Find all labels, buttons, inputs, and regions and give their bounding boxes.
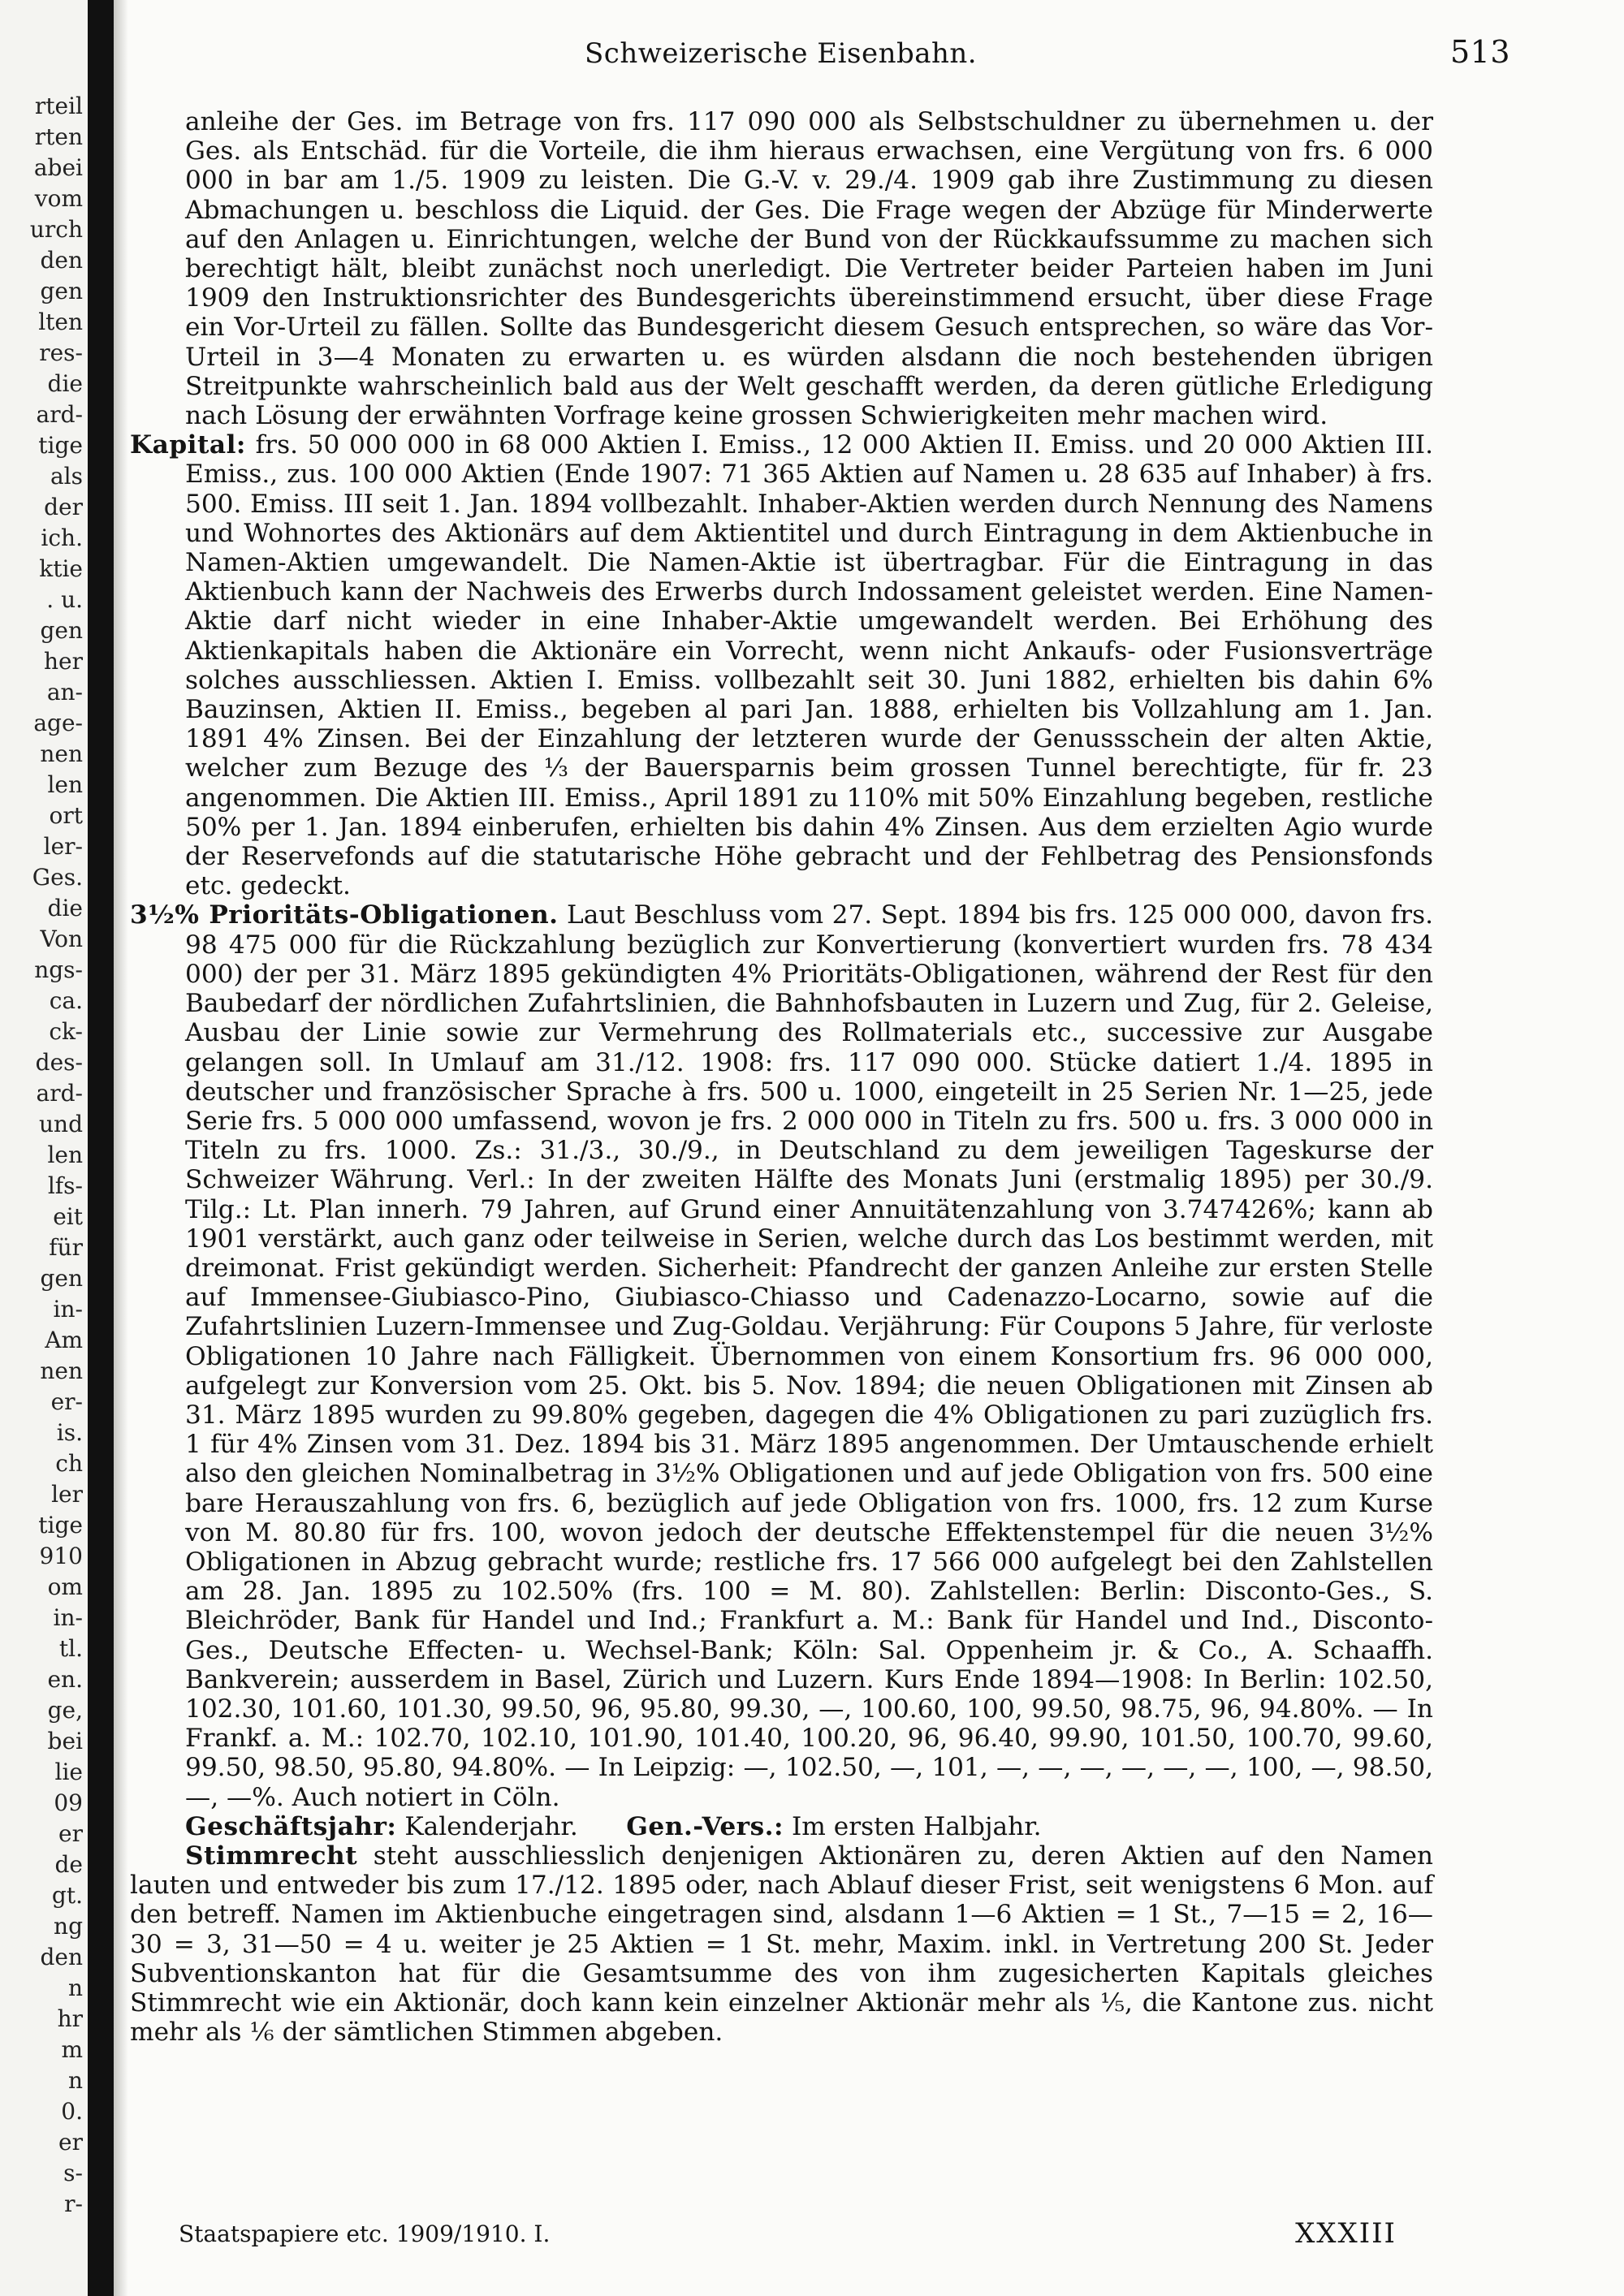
left-page-fragment: gen: [40, 278, 83, 304]
left-page-fragment: hr: [57, 2005, 83, 2032]
left-page-fragment: bei: [47, 1728, 83, 1754]
left-page-fragment: om: [47, 1573, 83, 1600]
left-page-fragment: is.: [56, 1419, 83, 1446]
left-page-fragment: tige: [38, 1512, 83, 1539]
left-page-fragment: gen: [40, 617, 83, 644]
left-page-fragment: r-: [64, 2190, 83, 2217]
left-page-fragment: ck-: [49, 1018, 83, 1045]
left-page-fragment: vom: [34, 185, 83, 212]
facing-page-edge: [0, 0, 88, 2296]
left-page-fragment: her: [44, 648, 83, 675]
paragraph-geschaeftsjahr: [130, 1812, 1433, 1841]
left-page-fragment: die: [47, 370, 83, 397]
left-page-fragment: de: [54, 1851, 83, 1878]
page-number: 513: [1449, 34, 1510, 70]
left-page-fragment: für: [49, 1234, 83, 1261]
left-page-fragment: nen: [40, 740, 83, 767]
left-page-fragment: 910: [39, 1543, 83, 1569]
left-page-fragment: n: [67, 1974, 83, 2001]
left-page-fragment: Ges.: [32, 864, 83, 891]
page-footer: [179, 2217, 1397, 2253]
left-page-fragment: rten: [34, 123, 83, 150]
obligationen-text: Laut Beschluss vom 27. Sept. 1894 bis frs. 125 000 000, davon frs. 98 475 000 für die Rückzahlung bezüglich zur Konvertierung (konvertiert wurden frs. 78 434 000) der per 31. März 1895 gekündigten 4% Prioritäts-Obligationen, während der Rest für den Baubedarf der nördlichen Zufahrtslinien, die Bahnhofsbauten in Luzern und Zug, für 2. Geleise, Ausbau der Linie sowie zur Vermehrung des Rollmaterials etc., successive zur Ausgabe gelangen soll. In Umlauf am 31./12. 1908: frs. 117 090 000. Stücke datiert 1./4. 1895 in deutscher und französischer Sprache à frs. 500 u. 1000, eingeteilt in 25 Serien Nr. 1—25, jede Serie frs. 5 000 000 umfassend, wovon je frs. 2 000 000 in Titeln zu frs. 500 u. frs. 3 000 000 in Titeln zu frs. 1000. Zs.: 31./3., 30./9., in Deutschland zu dem jeweiligen Tageskurse der Schweizer Währung. Verl.: In der zweiten Hälfte des Monats Juni (erstmalig 1895) per 30./9. Tilg.: Lt. Plan innerh. 79 Jahren, auf Grund einer Annuitätenzahlung von 3.747426%; kann ab 1901 verstärkt, auch ganz oder teilweise in Serien, welche durch das Los bestimmt werden, mit dreimonat. Frist gekündigt werden. Sicherheit: Pfandrecht der ganzen Anleihe zur ersten Stelle auf Immensee-Giubiasco-Pino, Giubiasco-Chiasso und Cadenazzo-Locarno, sowie auf die Zufahrtslinien Luzern-Immensee und Zug-Goldau. Verjährung: Für Coupons 5 Jahre, für verloste Obligationen 10 Jahre nach Fälligkeit. Übernommen von einem Konsortium frs. 96 000 000, aufgelegt zur Konversion vom 25. Okt. bis 5. Nov. 1894; die neuen Obligationen mit Zinsen ab 31. März 1895 wurden zu 99.80% gegeben, dagegen die 4% Obligationen zu pari zuzüglich frs. 1 für 4% Zinsen vom 31. Dez. 1894 bis 31. März 1895 angenommen. Der Umtauschende erhielt also den gleichen Nominalbetrag in 3½% Obligationen und auf jede Obligation von frs. 500 eine bare Herauszahlung von frs. 6, bezüglich auf jede Obligation von frs. 1000, frs. 12 zum Kurse von M. 80.80 für frs. 100, wovon jedoch der deutsche Effektenstempel für die neuen 3½% Obligationen in Abzug gebracht wurde; restliche frs. 17 566 000 aufgelegt bei den Zahlstellen am 28. Jan. 1895 zu 102.50% (frs. 100 = M. 80). Zahlstellen: Berlin: Disconto-Ges., S. Bleichröder, Bank für Handel und Ind.; Frankfurt a. M.: Bank für Handel und Ind., Disconto-Ges., Deutsche Effecten- u. Wechsel-Bank; Köln: Sal. Oppenheim jr. & Co., A. Schaaffh. Bankverein; ausserdem in Basel, Zürich und Luzern. Kurs Ende 1894—1908: In Berlin: 102.50, 102.30, 101.60, 101.30, 99.50, 96, 95.80, 99.30, —, 100.60, 100, 99.50, 98.75, 96, 94.80%. — In Frankf. a. M.: 102.70, 102.10, 101.90, 101.40, 100.20, 96, 96.40, 99.90, 101.50, 100.70, 99.60, 99.50, 98.50, 95.80, 94.80%. — In Leipzig: —, 102.50, —, 101, —, —, —, —, —, —, 100, —, 98.50, —, —%. Auch notiert in Cöln.: [185, 900, 1433, 1812]
left-page-fragment: als: [50, 463, 83, 490]
left-page-fragment: len: [47, 771, 83, 798]
left-page-fragment: in-: [53, 1296, 83, 1323]
left-page-fragment: res-: [39, 339, 83, 366]
left-page-fragment: er: [58, 1820, 83, 1847]
text-body: [130, 107, 1433, 2047]
left-page-fragment: ngs-: [34, 956, 83, 983]
left-page-fragment: der: [44, 494, 83, 520]
left-page-fragment: n: [67, 2067, 83, 2094]
page-title: Schweizerische Eisenbahn.: [585, 37, 978, 70]
geschaeftsjahr-label: Geschäftsjahr:: [185, 1811, 397, 1841]
left-page-fragment: rteil: [34, 93, 83, 119]
left-page-fragment: an-: [46, 679, 83, 706]
left-page-fragment: er-: [50, 1388, 83, 1415]
geschaeftsjahr-text: Kalenderjahr.: [404, 1811, 578, 1841]
obligationen-label: 3½% Prioritäts-Obligationen.: [130, 900, 559, 930]
left-page-fragment: tige: [38, 432, 83, 459]
left-page-fragment: en.: [47, 1666, 83, 1693]
gen-vers-label: Gen.-Vers.:: [626, 1811, 784, 1841]
left-page-fragment: Am: [45, 1327, 83, 1353]
stimmrecht-label: Stimmrecht: [185, 1841, 358, 1871]
gutter-shadow: [114, 0, 128, 2296]
kapital-text: frs. 50 000 000 in 68 000 Aktien I. Emiss., 12 000 Aktien II. Emiss. und 20 000 Aktien III. Emiss., zus. 100 000 Aktien (Ende 1907: 71 365 Aktien auf Namen u. 28 635 auf Inhaber) à frs. 500. Emiss. III seit 1. Jan. 1894 vollbezahlt. Inhaber-Aktien werden durch Nennung des Namens und Wohnortes des Aktionärs auf dem Aktientitel und durch Eintragung in dem Aktienbuche in Namen-Aktien umgewandelt. Die Namen-Aktie ist übertragbar. Für die Eintragung in das Aktienbuch kann der Nachweis des Erwerbs durch Indossament geleistet werden. Eine Namen-Aktie darf nicht wieder in eine Inhaber-Aktie umgewandelt werden. Bei Erhöhung des Aktienkapitals haben die Aktionäre ein Vorrecht, wenn nicht Ankaufs- oder Fusionsverträge solches ausschliessen. Aktien I. Emiss. vollbezahlt seit 30. Juni 1882, erhielten bis dahin 6% Bauzinsen, Aktien II. Emiss., begeben al pari Jan. 1888, erhielten bis Vollzahlung am 1. Jan. 1891 4% Zinsen. Bei der Einzahlung der letzteren wurde der Genussschein der alten Aktie, welcher zum Bezuge des ⅓ der Bauersparnis beim grossen Tunnel berechtigte, für fr. 23 angenommen. Die Aktien III. Emiss., April 1891 zu 110% mit 50% Einzahlung begeben, restliche 50% per 1. Jan. 1894 einberufen, erhielten bis dahin 4% Zinsen. Aus dem erzielten Agio wurde der Reservefonds auf die statutarische Höhe gebracht und der Fehlbetrag des Pensionsfonds etc. gedeckt.: [185, 430, 1433, 901]
left-page-fragment: gen: [40, 1265, 83, 1292]
left-page-fragment: tl.: [58, 1635, 83, 1662]
paragraph-obligationen: [130, 900, 1433, 1811]
left-page-fragment: s-: [63, 2160, 83, 2186]
kapital-label: Kapital:: [130, 430, 246, 460]
left-page-fragment: gt.: [51, 1882, 83, 1909]
signature-mark: XXXIII: [1295, 2217, 1397, 2250]
left-page-fragment: ktie: [39, 555, 83, 582]
left-page-fragment: abei: [33, 154, 83, 181]
left-page-fragment: eit: [53, 1203, 83, 1230]
left-page-fragment: ich.: [41, 524, 83, 551]
gen-vers-text: Im ersten Halbjahr.: [791, 1811, 1042, 1841]
left-page-fragment: ch: [55, 1450, 83, 1477]
left-page-fragment: 09: [54, 1789, 83, 1816]
left-page-fragment: er: [58, 2129, 83, 2156]
stimmrecht-text: steht ausschliesslich denjenigen Aktionären zu, deren Aktien auf den Namen lauten und entweder bis zum 17./12. 1895 oder, nach Ablauf dieser Frist, seit wenigstens 6 Mon. auf den betreff. Namen im Aktienbuche eingetragen sind, alsdann 1—6 Aktien = 1 St., 7—15 = 2, 16—30 = 3, 31—50 = 4 u. weiter je 25 Aktien = 1 St. mehr, Maxim. inkl. in Vertretung 200 St. Jeder Subventionskanton hat für die Gesamtsumme des von ihm zugesicherten Kapitals gleiches Stimmrecht wie ein Aktionär, doch kann kein einzelner Aktionär mehr als ⅕, die Kantone zus. nicht mehr als ⅙ der sämtlichen Stimmen abgeben.: [130, 1841, 1433, 2048]
page: [130, 24, 1600, 2281]
left-page-fragment: ler: [51, 1481, 83, 1508]
left-page-fragment: 0.: [61, 2098, 83, 2125]
left-page-fragment: die: [47, 895, 83, 921]
book-gutter: [88, 0, 114, 2296]
left-page-fragment: nen: [40, 1357, 83, 1384]
left-page-fragment: lten: [38, 309, 83, 335]
left-page-fragment: ge,: [47, 1697, 83, 1724]
left-page-fragment: Von: [40, 926, 83, 952]
left-page-fragment: ca.: [49, 987, 83, 1014]
left-page-fragment: ler-: [43, 833, 83, 860]
left-page-fragment: ng: [54, 1913, 83, 1940]
paragraph-liquidation: anleihe der Ges. im Betrage von frs. 117 090 000 als Selbstschuldner zu übernehmen u. der Ges. als Entschäd. für die Vorteile, die ihm hieraus erwachsen, eine Vergütung von frs. 6 000 000 in bar am 1./5. 1909 zu leisten. Die G.-V. v. 29./4. 1909 gab ihre Zustimmung zu diesen Abmachungen u. beschloss die Liquid. der Ges. Die Frage wegen der Abzüge für Minderwerte auf den Anlagen u. Einrichtungen, welche der Bund von der Rückkaufssumme zu machen sich berechtigt hält, bleibt zunächst noch unerledigt. Die Vertreter beider Parteien haben im Juni 1909 den Instruktionsrichter des Bundesgerichts übereinstimmend ersucht, über diese Frage ein Vor-Urteil zu fällen. Sollte das Bundesgericht diesem Gesuch entsprechen, so wäre das Vor-Urteil in 3—4 Monaten zu erwarten u. es würden alsdann die noch bestehenden übrigen Streitpunkte wahrscheinlich bald aus der Welt geschafft werden, da deren gütliche Erledigung nach Lösung der erwähnten Vorfrage keine grossen Schwierigkeiten mehr machen wird.: [185, 107, 1433, 431]
left-page-fragment: lie: [54, 1759, 83, 1785]
left-page-fragment: den: [40, 247, 83, 274]
left-page-fragment: urch: [29, 216, 83, 243]
left-page-fragment: ard-: [36, 401, 83, 428]
left-page-fragment: ort: [49, 802, 83, 829]
left-page-fragment: m: [61, 2036, 83, 2063]
left-page-fragment: und: [39, 1111, 83, 1137]
footer-reference: Staatspapiere etc. 1909/1910. I.: [179, 2220, 551, 2247]
left-page-fragment: . u.: [46, 586, 83, 613]
left-page-fragment: lfs-: [47, 1172, 83, 1199]
running-header: [130, 31, 1510, 76]
paragraph-kapital: [130, 430, 1433, 900]
left-page-fragment: len: [47, 1142, 83, 1168]
left-page-fragment: ard-: [36, 1080, 83, 1107]
paragraph-stimmrecht: [130, 1841, 1433, 2047]
left-page-fragment: des-: [35, 1049, 83, 1076]
left-page-fragment: in-: [53, 1604, 83, 1631]
left-page-fragment: age-: [33, 710, 83, 736]
left-page-fragment: den: [40, 1944, 83, 1970]
